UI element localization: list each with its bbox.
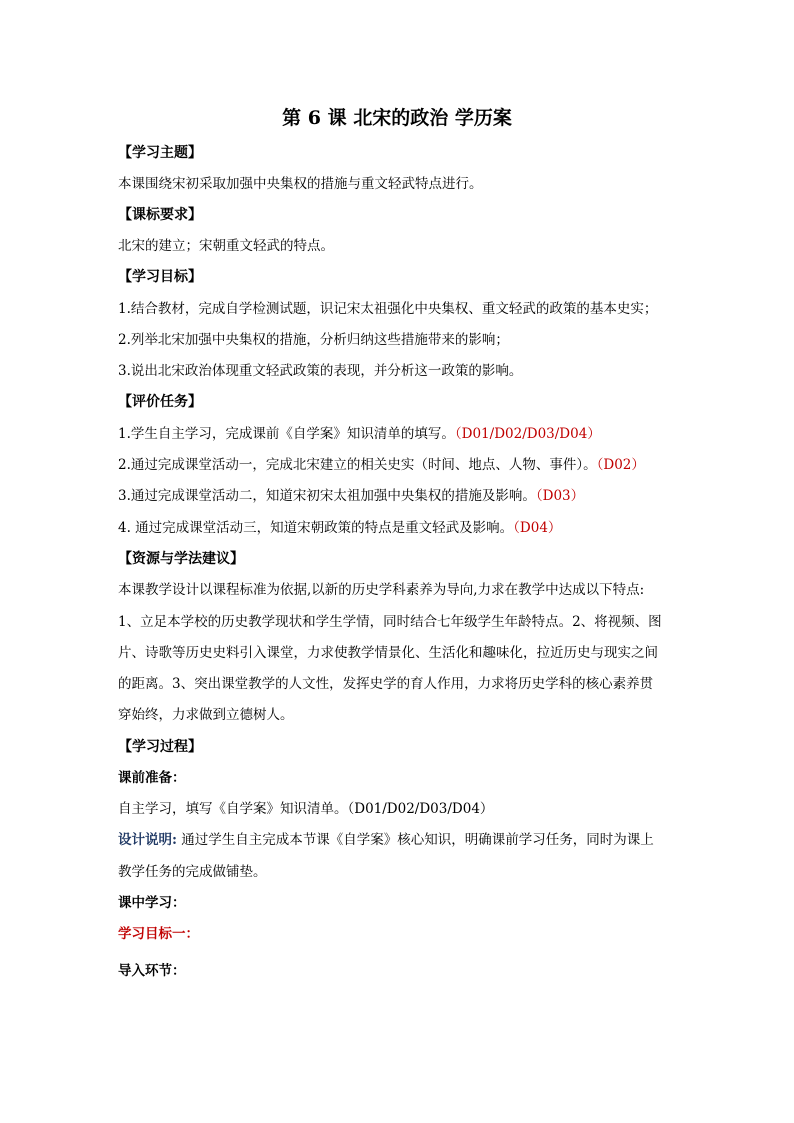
standard-text: 北宋的建立；宋朝重文轻武的特点。 (118, 238, 334, 254)
resources-line: 的距离。3、突出课堂教学的人文性，发挥史学的育人作用，力求将历史学科的核心素养贯 (118, 676, 654, 692)
resources-line: 本课教学设计以课程标准为依据,以新的历史学科素养为导向,力求在教学中达成以下特点: (118, 582, 645, 598)
resources-line: 1、立足本学校的历史教学现状和学生学情，同时结合七年级学生年龄特点。2、将视频、图 (118, 614, 662, 630)
preclass-heading: 课前准备： (118, 770, 186, 786)
inclass-heading: 课中学习： (118, 895, 186, 911)
intro-heading: 导入环节： (118, 963, 186, 979)
task-tag: （D03） (535, 488, 585, 504)
design-text-cont: 教学任务的完成做铺垫。 (118, 864, 267, 880)
section-heading-goals: 【学习目标】 (118, 269, 202, 285)
task-text: 1.学生自主学习，完成课前《自学案》知识清单的填写。 (118, 426, 455, 442)
goal1-heading: 学习目标一： (118, 926, 199, 942)
section-heading-process: 【学习过程】 (118, 739, 202, 755)
section-heading-resources: 【资源与学法建议】 (118, 551, 244, 567)
resources-line: 片、诗歌等历史史料引入课堂，力求使教学情景化、生活化和趣味化，拉近历史与现实之间 (118, 645, 658, 661)
section-heading-tasks: 【评价任务】 (118, 394, 202, 410)
task-text: 4. 通过完成课堂活动三，知道宋朝政策的特点是重文轻武及影响。 (118, 520, 514, 536)
task-tag: （D01/D02/D03/D04） (454, 426, 601, 442)
goal-item: 1.结合教材，完成自学检测试题，识记宋太祖强化中央集权、重文轻武的政策的基本史实； (118, 301, 658, 317)
goal-item: 3.说出北宋政治体现重文轻武政策的表现，并分析这一政策的影响。 (118, 363, 523, 379)
goal-item: 2.列举北宋加强中央集权的措施，分析归纳这些措施带来的影响； (118, 332, 509, 348)
task-text: 3.通过完成课堂活动二，知道宋初宋太祖加强中央集权的措施及影响。 (118, 488, 536, 504)
resources-line: 穿始终，力求做到立德树人。 (118, 707, 294, 723)
task-tag: （D04） (513, 520, 562, 536)
task-item (118, 518, 561, 538)
task-item (118, 486, 584, 506)
section-heading-standard: 【课标要求】 (118, 207, 202, 223)
task-tag: （D02） (596, 457, 645, 473)
section-heading-theme: 【学习主题】 (118, 145, 202, 161)
task-text: 2.通过完成课堂活动一，完成北宋建立的相关史实（时间、地点、人物、事件）。 (118, 457, 597, 473)
task-item (118, 455, 645, 475)
design-label: 设计说明: (118, 832, 177, 848)
design-text: 通过学生自主完成本节课《自学案》核心知识，明确课前学习任务，同时为课上 (176, 832, 654, 848)
theme-text: 本课围绕宋初采取加强中央集权的措施与重文轻武特点进行。 (118, 176, 483, 192)
document-title: 第 6 课 北宋的政治 学历案 (282, 107, 512, 129)
design-note (118, 830, 654, 850)
preclass-text: 自主学习，填写《自学案》知识清单。（D01/D02/D03/D04） (118, 801, 494, 817)
task-item (118, 424, 601, 444)
